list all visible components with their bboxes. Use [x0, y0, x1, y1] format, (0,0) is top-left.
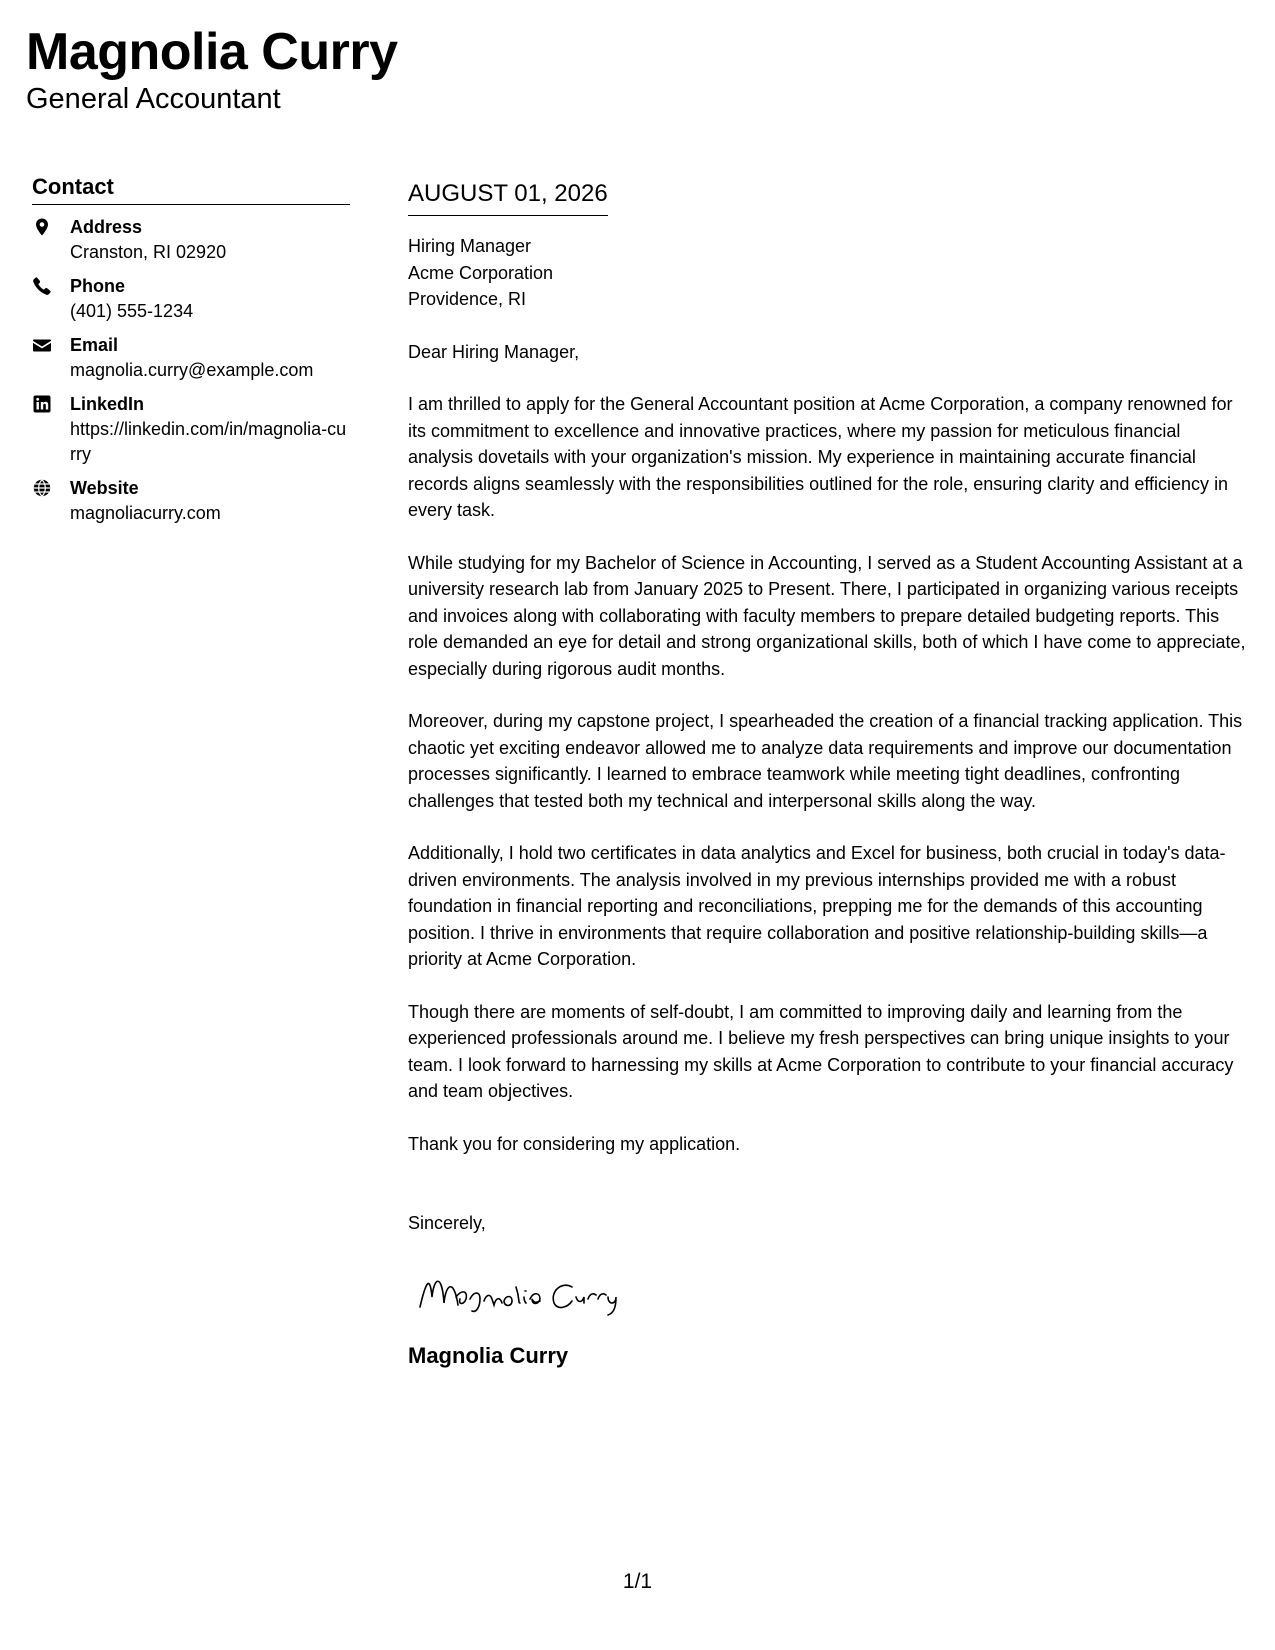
- recipient-line: Providence, RI: [408, 289, 527, 309]
- handwritten-signature: [412, 1267, 1248, 1319]
- date-block: [408, 178, 608, 216]
- recipient-block: [408, 233, 1248, 313]
- contact-label: Website: [70, 478, 139, 498]
- contact-linkedin: [32, 392, 350, 467]
- phone-icon: [32, 274, 70, 296]
- globe-icon: [32, 476, 70, 498]
- recipient-line: Hiring Manager: [408, 236, 532, 256]
- phone-value: (401) 555-1234: [70, 301, 194, 321]
- contact-label: Phone: [70, 276, 126, 296]
- signer-name: Magnolia Curry: [408, 1342, 569, 1368]
- job-title: General Accountant: [26, 83, 281, 115]
- contact-email: [32, 333, 350, 383]
- recipient-line: Acme Corporation: [408, 262, 554, 283]
- header: [26, 22, 398, 116]
- salutation: Dear Hiring Manager,: [408, 341, 580, 362]
- contact-sidebar: [32, 172, 350, 535]
- linkedin-value[interactable]: https://linkedin.com/in/magnolia-curry: [70, 419, 347, 464]
- contact-heading: Contact: [32, 172, 350, 205]
- contact-address: [32, 215, 350, 265]
- envelope-icon: [32, 333, 70, 355]
- body-paragraph: I am thrilled to apply for the General Accountant position at Acme Corporation, a company renowned for its commitment to excellence and innovative practices, where my passion for meticulous financial analysis dovetails with your organization's mission. My experience in maintaining accurate financial records aligns seamlessly with the responsibilities outlined for the role, ensuring clarity and efficiency in every task.: [408, 394, 1233, 520]
- body-paragraph: Moreover, during my capstone project, I spearheaded the creation of a financial tracking application. This chaotic yet exciting endeavor allowed me to analyze data requirements and improve our documentation processes significantly. I learned to embrace teamwork while meeting tight deadlines, confronting challenges that tested both my technical and interpersonal skills along the way.: [408, 711, 1243, 811]
- body-paragraph: Though there are moments of self-doubt, I am committed to improving daily and learning from the experienced professionals around me. I believe my fresh perspectives can bring unique insights to your team. I look forward to harnessing my skills at Acme Corporation to contribute to your financial accuracy and team objectives.: [408, 1001, 1234, 1101]
- letter-body: [408, 178, 1248, 1371]
- address-value: Cranston, RI 02920: [70, 242, 227, 262]
- closing: Sincerely,: [408, 1213, 486, 1233]
- body-paragraph: Thank you for considering my application.: [408, 1133, 741, 1154]
- contact-label: Email: [70, 335, 119, 355]
- contact-website: [32, 476, 350, 526]
- contact-phone: [32, 274, 350, 324]
- candidate-name: Magnolia Curry: [26, 23, 398, 81]
- letter-date: AUGUST 01, 2026: [408, 180, 608, 207]
- page-number: 1/1: [622, 1570, 653, 1593]
- contact-label: Address: [70, 217, 143, 237]
- website-value[interactable]: magnoliacurry.com: [70, 503, 221, 523]
- location-pin-icon: [32, 215, 70, 237]
- body-paragraph: Additionally, I hold two certificates in data analytics and Excel for business, both crucial in today's data-driven environments. The analysis involved in my previous internships provided me with a robust foundation in financial reporting and reconciliations, prepping me for the demands of this accounting position. I thrive in environments that require collaboration and positive relationship-building skills—a priority at Acme Corporation.: [408, 843, 1226, 969]
- body-paragraph: While studying for my Bachelor of Science in Accounting, I served as a Student Accounting Assistant at a university research lab from January 2025 to Present. There, I participated in organizing various receipts and invoices along with collaborating with faculty members to prepare detailed budgeting reports. This role demanded an eye for detail and strong organizational skills, both of which I have come to appreciate, especially during rigorous audit months.: [408, 552, 1246, 679]
- linkedin-icon: [32, 392, 70, 414]
- email-value[interactable]: magnolia.curry@example.com: [70, 360, 314, 380]
- contact-label: LinkedIn: [70, 394, 145, 414]
